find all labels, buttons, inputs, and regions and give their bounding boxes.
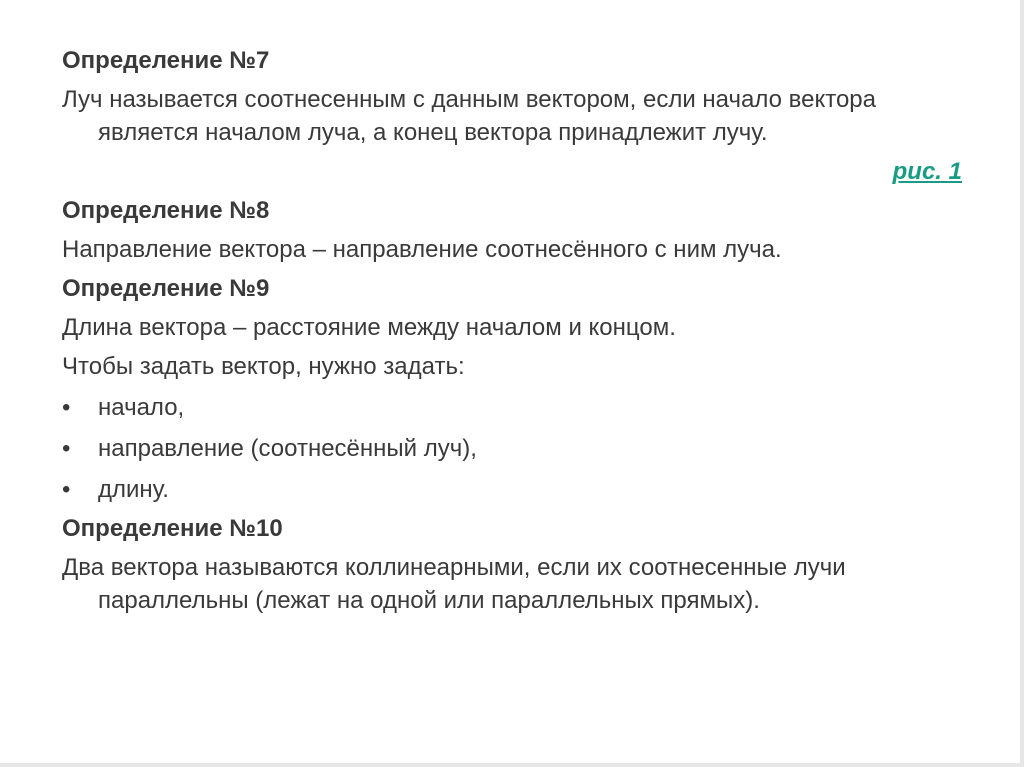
slide-content: [62, 44, 962, 617]
definition-9-title: Определение №9: [62, 275, 270, 302]
definition-7-title: Определение №7: [62, 47, 270, 74]
bullet-list: [62, 391, 962, 506]
figure-1-link[interactable]: рис. 1: [892, 158, 962, 185]
definition-8-text: Направление вектора – направление соотнесённого с ним луча.: [62, 236, 782, 263]
definition-9-text: Длина вектора – расстояние между началом и концом.: [62, 314, 676, 341]
definition-8-title: Определение №8: [62, 197, 270, 224]
list-item-text: длину.: [98, 476, 169, 503]
intro-text: Чтобы задать вектор, нужно задать:: [62, 353, 465, 380]
list-item: [62, 391, 962, 424]
list-item: [62, 473, 962, 506]
list-item: [62, 432, 962, 465]
figure-link-row: [62, 155, 962, 188]
list-item-text: начало,: [98, 394, 185, 421]
definition-10-title: Определение №10: [62, 515, 283, 542]
definition-10-text: Два вектора называются коллинеарными, если их соотнесенные лучи параллельны (лежат на одной или параллельных прямых).: [62, 554, 846, 614]
bullet-marker: •: [62, 435, 71, 462]
bullet-marker: •: [62, 394, 71, 421]
definition-7-text: Луч называется соотнесенным с данным вектором, если начало вектора является началом луча, а конец вектора принадлежит лучу.: [62, 86, 876, 146]
list-item-text: направление (соотнесённый луч),: [98, 435, 477, 462]
bullet-marker: •: [62, 476, 71, 503]
